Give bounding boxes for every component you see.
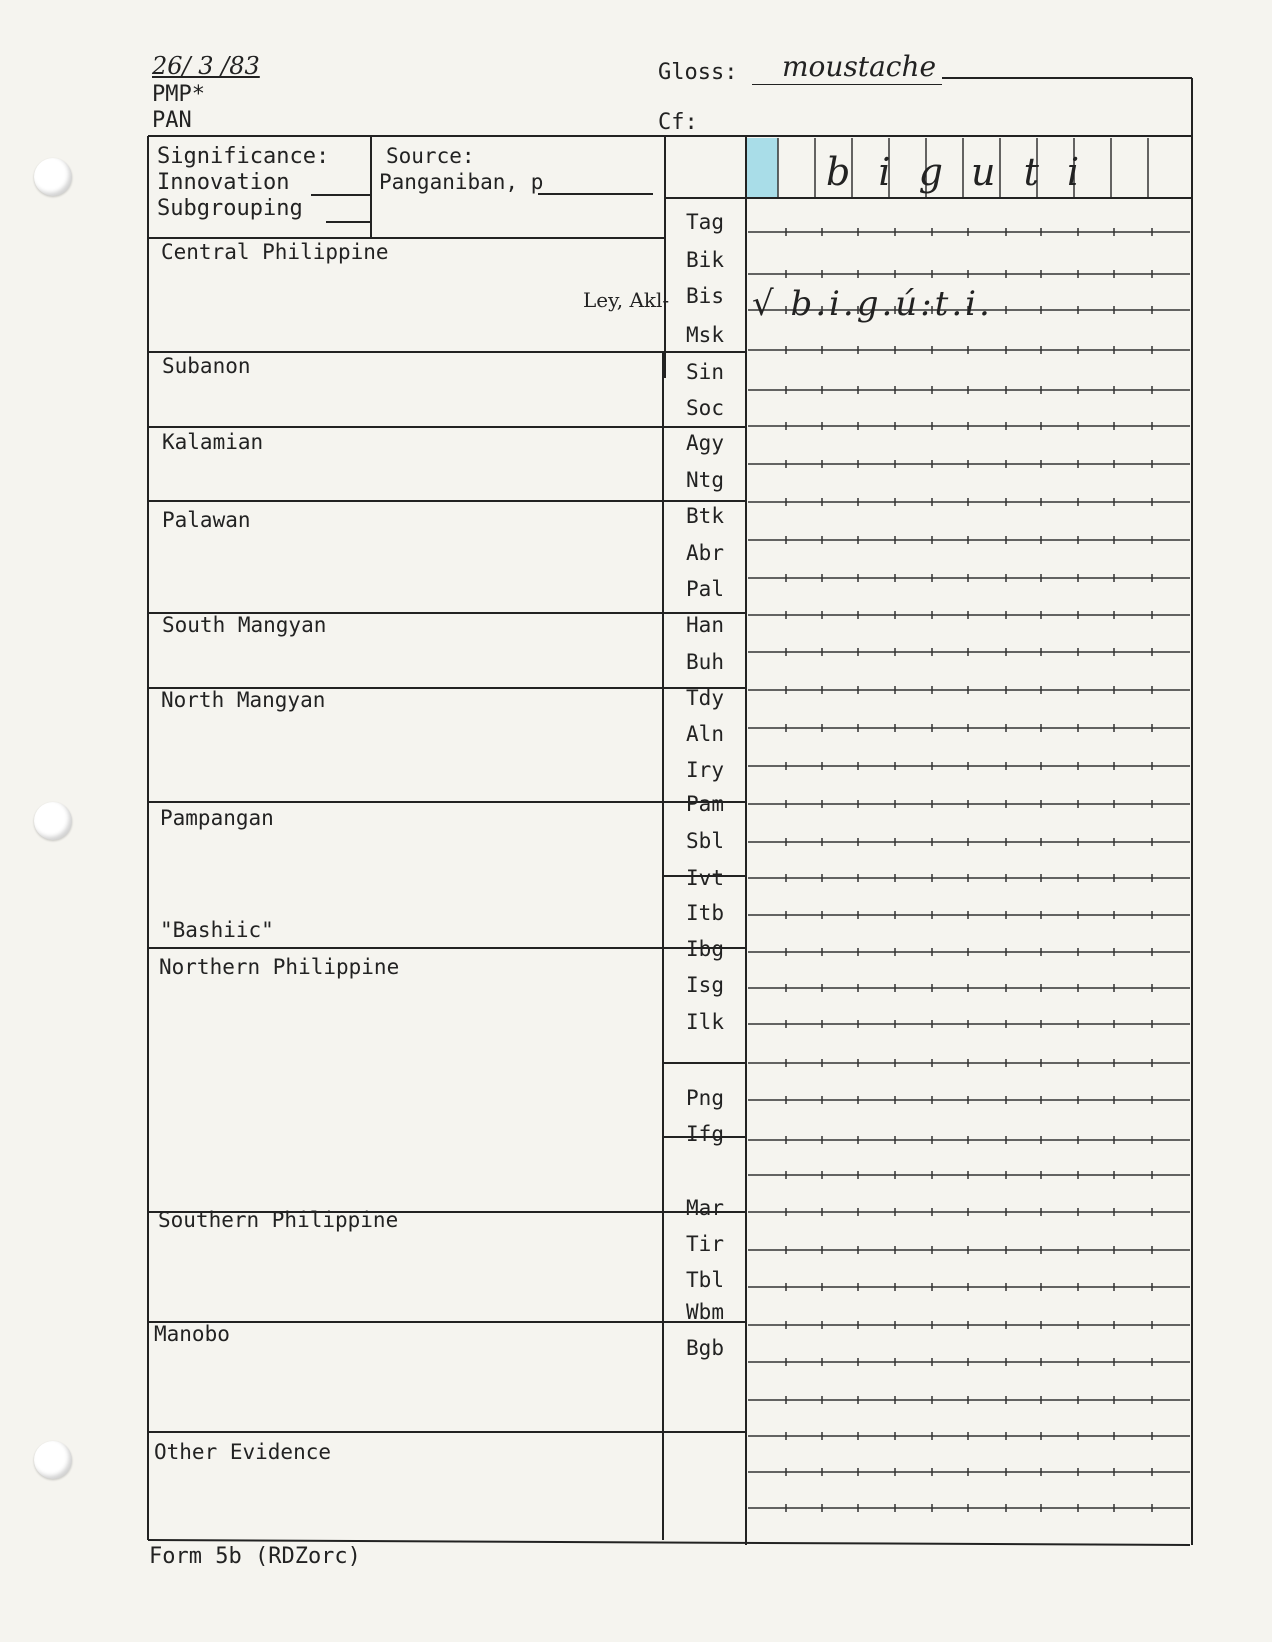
language-code-ifg: Ifg bbox=[686, 1122, 724, 1146]
language-code-tir: Tir bbox=[686, 1232, 724, 1256]
group-kalamian: Kalamian bbox=[162, 430, 264, 454]
language-code-buh: Buh bbox=[686, 650, 724, 674]
group-subanon: Subanon bbox=[162, 354, 251, 378]
group-palawan: Palawan bbox=[162, 508, 251, 532]
language-code-sin: Sin bbox=[686, 360, 724, 384]
language-code-mar: Mar bbox=[686, 1196, 724, 1220]
language-code-btk: Btk bbox=[686, 504, 724, 528]
language-code-bgb: Bgb bbox=[686, 1336, 724, 1360]
ley-akl-note: Ley, Akl- bbox=[583, 288, 670, 312]
language-code-abr: Abr bbox=[686, 541, 724, 565]
language-code-wbm: Wbm bbox=[686, 1300, 724, 1324]
language-code-ibg: Ibg bbox=[686, 937, 724, 961]
reconstruction: b i g u t i bbox=[826, 150, 1088, 194]
language-code-itb: Itb bbox=[686, 901, 724, 925]
date: 26/ 3 /83 bbox=[152, 52, 260, 80]
language-code-png: Png bbox=[686, 1086, 724, 1110]
language-code-ilk: Ilk bbox=[686, 1010, 724, 1034]
group-southern-philippine: Southern Philippine bbox=[158, 1208, 399, 1232]
language-code-pam: Pam bbox=[686, 792, 724, 816]
group-central-philippine: Central Philippine bbox=[161, 240, 389, 264]
language-code-aln: Aln bbox=[686, 722, 724, 746]
language-code-ivt: Ivt bbox=[686, 866, 724, 890]
language-code-sbl: Sbl bbox=[686, 829, 724, 853]
language-code-isg: Isg bbox=[686, 973, 724, 997]
language-code-tbl: Tbl bbox=[686, 1268, 724, 1292]
form-footer: Form 5b (RDZorc) bbox=[149, 1544, 361, 1569]
group-bashiic: "Bashiic" bbox=[160, 918, 274, 942]
language-code-bik: Bik bbox=[686, 248, 724, 272]
group-northern-philippine: Northern Philippine bbox=[159, 955, 400, 979]
group-pampangan: Pampangan bbox=[160, 806, 274, 830]
language-code-soc: Soc bbox=[686, 396, 724, 420]
significance-title: Significance: bbox=[157, 144, 330, 169]
significance-innovation: Innovation bbox=[157, 170, 290, 195]
language-code-ntg: Ntg bbox=[686, 468, 724, 492]
gloss-value: moustache bbox=[782, 50, 937, 83]
language-code-bis: Bis bbox=[686, 284, 724, 308]
proto-level-pan: PAN bbox=[152, 108, 192, 133]
proto-level-pmp: PMP* bbox=[152, 82, 205, 107]
language-code-msk: Msk bbox=[686, 323, 724, 347]
language-code-tdy: Tdy bbox=[686, 686, 724, 710]
group-other-evidence: Other Evidence bbox=[154, 1440, 332, 1464]
group-south-mangyan: South Mangyan bbox=[162, 613, 327, 637]
source-label: Source: bbox=[386, 144, 475, 168]
significance-subgrouping: Subgrouping bbox=[157, 196, 303, 221]
group-north-mangyan: North Mangyan bbox=[161, 688, 326, 712]
source-value: Panganiban, p bbox=[379, 170, 544, 194]
language-code-tag: Tag bbox=[686, 210, 724, 234]
language-code-iry: Iry bbox=[686, 758, 724, 782]
cf-label: Cf: bbox=[658, 110, 698, 135]
bis-entry: √ b.i.g.ú:t.i. bbox=[752, 284, 993, 324]
group-manobo: Manobo bbox=[154, 1322, 230, 1346]
language-code-han: Han bbox=[686, 613, 724, 637]
gloss-label: Gloss: bbox=[658, 60, 738, 85]
language-code-pal: Pal bbox=[686, 577, 724, 601]
language-code-agy: Agy bbox=[686, 431, 724, 455]
